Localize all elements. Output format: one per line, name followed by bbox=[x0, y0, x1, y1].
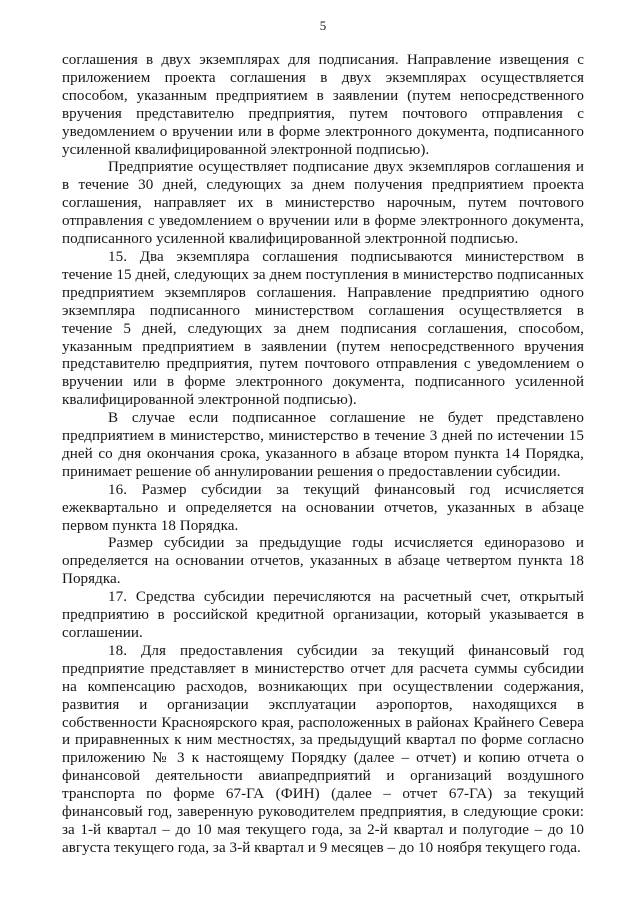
paragraph-item-18: 18. Для предоставления субсидии за текущий финансовый год предприятие представляет в министерство отчет для расчета суммы субсидии на компенсацию расходов, возникающих при осуществлении содержания, развития и организации эксплуатации аэропортов, находящихся в собственности Красноярского края, расположенных в районах Крайнего Севера и приравненных к ним местностях, за предыдущий квартал по форме согласно приложению № 3 к настоящему Порядку (далее – отчет) и копию отчета о финансовой деятельности авиапредприятий и организаций воздушного транспорта по форме 67-ГА (ФИН) (далее – отчет 67-ГА) за текущий финансовый год, заверенную руководителем предприятия, в следующие сроки: за 1-й квартал – до 10 мая текущего года, за 2-й квартал и полугодие – до 10 августа текущего года, за 3-й квартал и 9 месяцев – до 10 ноября текущего года. bbox=[62, 642, 584, 856]
paragraph-previous-years: Размер субсидии за предыдущие годы исчисляется единоразово и определяется на основании отчетов, указанных в абзаце четвертом пункта 18 Порядка. bbox=[62, 535, 584, 588]
paragraph-notice-continuation: соглашения в двух экземплярах для подписания. Направление извещения с приложением проекта соглашения в двух экземплярах осуществляется способом, указанным предприятием в заявлении (путем непосредственного вручения представителю предприятия, путем почтового отправления с уведомлением о вручении или в форме электронного документа, подписанного усиленной квалифицированной электронной подписью). bbox=[62, 52, 584, 158]
paragraph-enterprise-signing: Предприятие осуществляет подписание двух экземпляров соглашения и в течение 30 дней, следующих за днем получения предприятием проекта соглашения, направляет их в министерство нарочным, путем почтового отправления с уведомлением о вручении или в форме электронного документа, подписанного усиленной квалифицированной электронной подписью. bbox=[62, 159, 584, 248]
paragraph-item-17: 17. Средства субсидии перечисляются на расчетный счет, открытый предприятию в российской кредитной организации, который указывается в соглашении. bbox=[62, 589, 584, 641]
paragraph-annulment: В случае если подписанное соглашение не будет представлено предприятием в министерство, министерство в течение 3 дней по истечении 15 дней со дня окончания срока, указанного в абзаце втором пункта 14 Порядка, принимает решение об аннулировании решения о предоставлении субсидии. bbox=[62, 410, 584, 480]
page-number: 5 bbox=[319, 18, 327, 33]
paragraph-item-15: 15. Два экземпляра соглашения подписываются министерством в течение 15 дней, следующих за днем поступления в министерство подписанных предприятием экземпляров соглашения. Направление предприятию одного экземпляра подписанного министерством соглашения осуществляется в течение 5 дней, следующих за днем подписания соглашения, способом, указанным предприятием в заявлении (путем непосредственного вручения представителю предприятия, путем почтового отправления с уведомлением о вручении или в форме электронного документа, подписанного усиленной квалифицированной электронной подписью). bbox=[62, 248, 584, 409]
paragraph-item-16: 16. Размер субсидии за текущий финансовый год исчисляется ежеквартально и определяется на основании отчетов, указанных в абзаце первом пункта 18 Порядка. bbox=[62, 481, 584, 534]
